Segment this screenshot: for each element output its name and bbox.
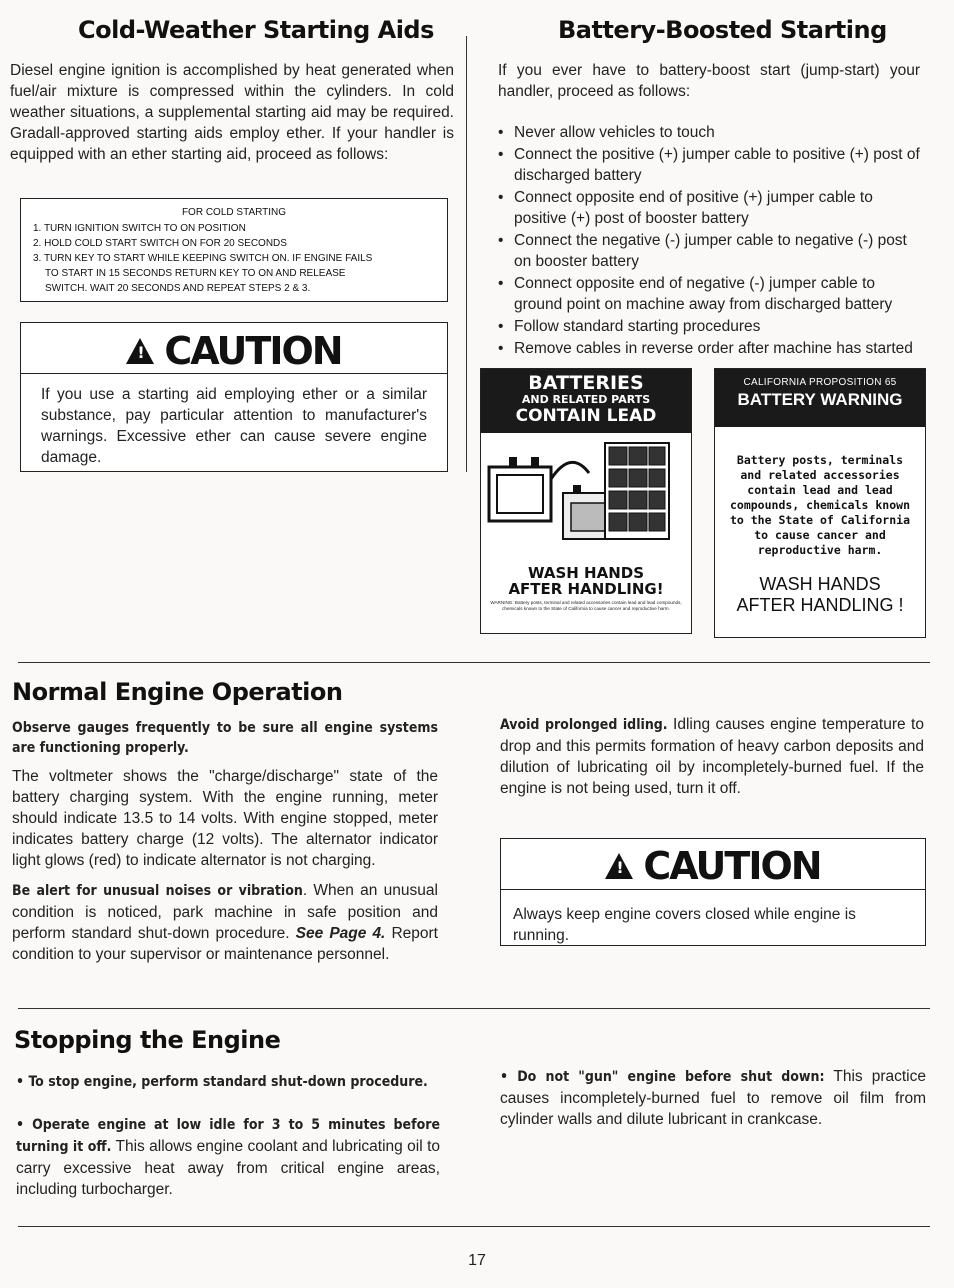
prop65-title: BATTERY WARNING [737,390,903,409]
normal-operation-heading: Normal Engine Operation [12,678,343,706]
warning-triangle-icon [605,853,633,879]
list-item: • Connect the positive (+) jumper cable to positive (+) post of discharged battery [498,144,920,186]
caution-text: If you use a starting aid employing ether or a similar substance, pay particular attention to manufacturer's warnings. Excessive ether can cause severe engine damage. [41,386,427,466]
caution-label: CAUTION [164,329,342,373]
idling-text: Idling causes engine temperature to drop and this permits formation of heavy carbon deposits and dilution of lubricating oil by incompletely-burned fuel. If the engine is not being used, turn it off. [500,716,924,797]
battery-boost-steps [498,122,920,360]
cold-weather-heading: Cold-Weather Starting Aids [78,16,434,44]
decal-step: 3. TURN KEY TO START WHILE KEEPING SWITCH ON. IF ENGINE FAILS [33,253,373,264]
list-item: • Connect the negative (-) jumper cable to negative (-) post on booster battery [498,230,920,272]
stop-step-3-text: This practice causes incompletely-burned fuel to remove oil film from cylinder walls and dilute lubricant in crankcase. [500,1068,926,1128]
column-divider [466,36,467,472]
list-item: • Do not "gun" engine before shut down: This practice causes incompletely-burned fuel to remove oil film from cylinder walls and dilute lubricant in crankcase. [500,1068,926,1128]
idling-paragraph [500,714,924,799]
lead-label-line3: CONTAIN LEAD [515,406,657,426]
prop65-wash2: AFTER HANDLING ! [736,595,904,615]
stop-step-1: To stop engine, perform standard shut-down procedure. [28,1074,428,1090]
list-item: • Operate engine at low idle for 3 to 5 minutes before turning it off. This allows engine coolant and lubricating oil to carry excessive heat away from critical engine areas, including turbocharger. [16,1117,440,1198]
section-divider [18,1008,930,1009]
caution-box-ether [20,322,448,472]
list-item: • Remove cables in reverse order after machine has started [498,338,920,359]
list-item: • Never allow vehicles to touch [498,122,920,143]
list-item: • Connect opposite end of positive (+) jumper cable to positive (+) post of booster battery [498,187,920,229]
section-divider [18,1226,930,1227]
list-item: • Follow standard starting procedures [498,316,920,337]
alert-end: Report condition to your supervisor or maintenance personnel. [12,925,438,963]
decal-step: TO START IN 15 SECONDS RETURN KEY TO ON AND RELEASE [45,268,346,279]
battery-lead-label [480,368,692,634]
lead-label-line1: BATTERIES [528,372,644,394]
battery-illustration-icon [481,433,690,565]
caution-box-covers [500,838,926,946]
alert-bold: Be alert for unusual noises or vibration [12,883,303,899]
prop65-body: Battery posts, terminals and related accessories contain lead and lead compounds, chemicals known to the State of California to cause cancer and reproductive harm. [729,453,910,557]
decal-step: SWITCH. WAIT 20 SECONDS AND REPEAT STEPS 2 & 3. [45,283,311,294]
stop-step-2-bold: Operate engine at low idle for 3 to 5 minutes before turning it off. [16,1117,440,1155]
alert-text: . When an unusual condition is noticed, park machine in safe position and perform standard shut-down procedure. [12,882,438,942]
prop65-label [714,368,926,638]
caution-heading [501,843,925,889]
list-item: • To stop engine, perform standard shut-down procedure. [16,1074,428,1090]
warning-triangle-icon [126,338,154,364]
stopping-heading: Stopping the Engine [14,1026,281,1054]
cold-start-decal [20,198,448,302]
prop65-wash1: WASH HANDS [759,574,881,594]
lead-label-wash2: AFTER HANDLING! [508,580,664,598]
page-number: 17 [468,1252,486,1269]
caution-label: CAUTION [643,844,821,888]
caution-text: Always keep engine covers closed while engine is running. [513,906,856,944]
lead-label-wash1: WASH HANDS [527,564,645,582]
decal-title: FOR COLD STARTING [181,207,287,218]
gauges-note: Observe gauges frequently to be sure all engine systems are functioning properly. [12,720,438,756]
caution-heading [21,329,447,373]
lead-label-fine-print: WARNING: Battery posts, terminal and related accessories contain lead and lead compounds, chemicals known to the State of California to cause cancer and reproductive harm. [490,600,682,611]
prop65-top: CALIFORNIA PROPOSITION 65 [743,377,897,388]
lead-label-line2: AND RELATED PARTS [521,393,651,406]
decal-step: 2. HOLD COLD START SWITCH ON FOR 20 SECONDS [33,238,287,249]
decal-step: 1. TURN IGNITION SWITCH TO ON POSITION [33,223,246,234]
voltmeter-paragraph: The voltmeter shows the "charge/discharge" state of the battery charging system. With the engine running, meter should indicate 13.5 to 14 volts. With engine stopped, meter indicates battery charge (12 volts). The alternator indicator light glows (red) to indicate alternator is not charging. [12,768,438,869]
cold-weather-paragraph: Diesel engine ignition is accomplished by heat generated when fuel/air mixture is compressed within the cylinders. In cold weather situations, a supplemental starting aid may be required. Gradall-approved starting aids employ ether. If your handler is equipped with an ether starting aid, proceed as follows: [10,62,454,163]
alert-paragraph [12,880,438,965]
idling-bold: Avoid prolonged idling. [500,717,668,733]
battery-boost-heading: Battery-Boosted Starting [558,16,887,44]
stop-step-3-bold: Do not "gun" engine before shut down: [517,1069,825,1085]
stop-step-2-text: This allows engine coolant and lubricating oil to carry excessive heat away from critical engine areas, including turbocharger. [16,1138,440,1198]
list-item: • Connect opposite end of negative (-) jumper cable to ground point on machine away from discharged battery [498,273,920,315]
section-divider [18,662,930,663]
see-page-link[interactable]: See Page 4. [295,925,386,942]
battery-boost-intro: If you ever have to battery-boost start (jump-start) your handler, proceed as follows: [498,62,920,100]
